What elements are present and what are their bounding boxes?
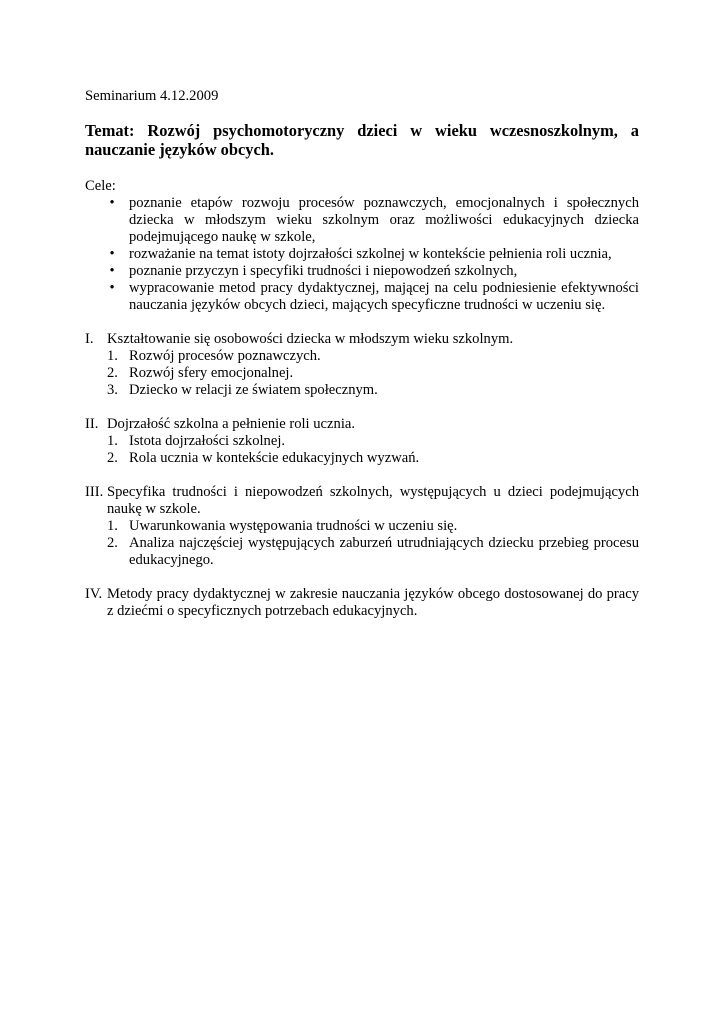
section-heading-text: Dojrzałość szkolna a pełnienie roli ucznia. <box>107 416 355 432</box>
subsection-number: 3. <box>107 382 118 398</box>
subsection-number: 2. <box>107 450 118 466</box>
section-heading <box>85 416 639 433</box>
section-heading <box>85 331 639 348</box>
section-iii <box>85 484 639 569</box>
section-ii <box>85 416 639 467</box>
document-title: Temat: Rozwój psychomotoryczny dzieci w wieku wczesnoszkolnym, a nauczanie języków obcych. <box>85 121 639 159</box>
subsection-item <box>85 433 639 450</box>
subsection-item <box>85 518 639 535</box>
subsection-text: Istota dojrzałości szkolnej. <box>129 433 286 449</box>
bullet-icon: • <box>109 246 115 262</box>
goal-item <box>85 280 639 314</box>
goal-item <box>85 263 639 280</box>
section-heading-text: Specyfika trudności i niepowodzeń szkolnych, występujących u dzieci podejmujących naukę w szkole. <box>107 484 639 517</box>
subsection-list <box>85 518 639 569</box>
section-heading <box>85 484 639 518</box>
subsection-item <box>85 365 639 382</box>
goal-item-text: rozważanie na temat istoty dojrzałości szkolnej w kontekście pełnienia roli ucznia, <box>129 246 612 262</box>
bullet-icon: • <box>109 263 115 279</box>
subsection-number: 2. <box>107 535 118 551</box>
subsection-list <box>85 348 639 399</box>
subsection-text: Dziecko w relacji ze światem społecznym. <box>129 382 378 398</box>
subsection-text: Rozwój sfery emocjonalnej. <box>129 365 294 381</box>
goal-item-text: poznanie etapów rozwoju procesów poznawczych, emocjonalnych i społecznych dziecka w młodszym wieku szkolnym oraz możliwości edukacyjnych dziecka podejmującego naukę w szkole, <box>129 195 639 245</box>
section-numeral: III. <box>85 484 104 500</box>
goal-item-text: wypracowanie metod pracy dydaktycznej, mającej na celu podniesienie efektywności nauczania języków obcych dzieci, mających specyficzne trudności w uczeniu się. <box>129 280 639 313</box>
bullet-icon: • <box>109 195 115 211</box>
section-heading <box>85 586 639 620</box>
subsection-number: 1. <box>107 518 118 534</box>
section-numeral: IV. <box>85 586 103 602</box>
goals-label: Cele: <box>85 178 116 194</box>
section-heading-text: Kształtowanie się osobowości dziecka w młodszym wieku szkolnym. <box>107 331 514 347</box>
document-page <box>85 88 639 620</box>
goal-item-text: poznanie przyczyn i specyfiki trudności i niepowodzeń szkolnych, <box>129 263 518 279</box>
section-i <box>85 331 639 399</box>
goals-list <box>85 195 639 314</box>
subsection-item <box>85 348 639 365</box>
subsection-item <box>85 535 639 569</box>
subsection-text: Rozwój procesów poznawczych. <box>129 348 321 364</box>
goal-item <box>85 195 639 246</box>
subsection-item <box>85 450 639 467</box>
section-heading-text: Metody pracy dydaktycznej w zakresie nauczania języków obcego dostosowanej do pracy z dziećmi o specyficznych potrzebach edukacyjnych. <box>107 586 639 619</box>
bullet-icon: • <box>109 280 115 296</box>
section-numeral: II. <box>85 416 99 432</box>
goal-item <box>85 246 639 263</box>
section-numeral: I. <box>85 331 94 347</box>
subsection-number: 1. <box>107 433 118 449</box>
subsection-number: 2. <box>107 365 118 381</box>
subsection-text: Rola ucznia w kontekście edukacyjnych wyzwań. <box>129 450 420 466</box>
subsection-text: Uwarunkowania występowania trudności w uczeniu się. <box>129 518 458 534</box>
section-iv <box>85 586 639 620</box>
subsection-number: 1. <box>107 348 118 364</box>
subsection-list <box>85 433 639 467</box>
subsection-text: Analiza najczęściej występujących zaburzeń utrudniających dziecku przebieg procesu edukacyjnego. <box>129 535 639 568</box>
subsection-item <box>85 382 639 399</box>
seminar-date: Seminarium 4.12.2009 <box>85 88 219 104</box>
